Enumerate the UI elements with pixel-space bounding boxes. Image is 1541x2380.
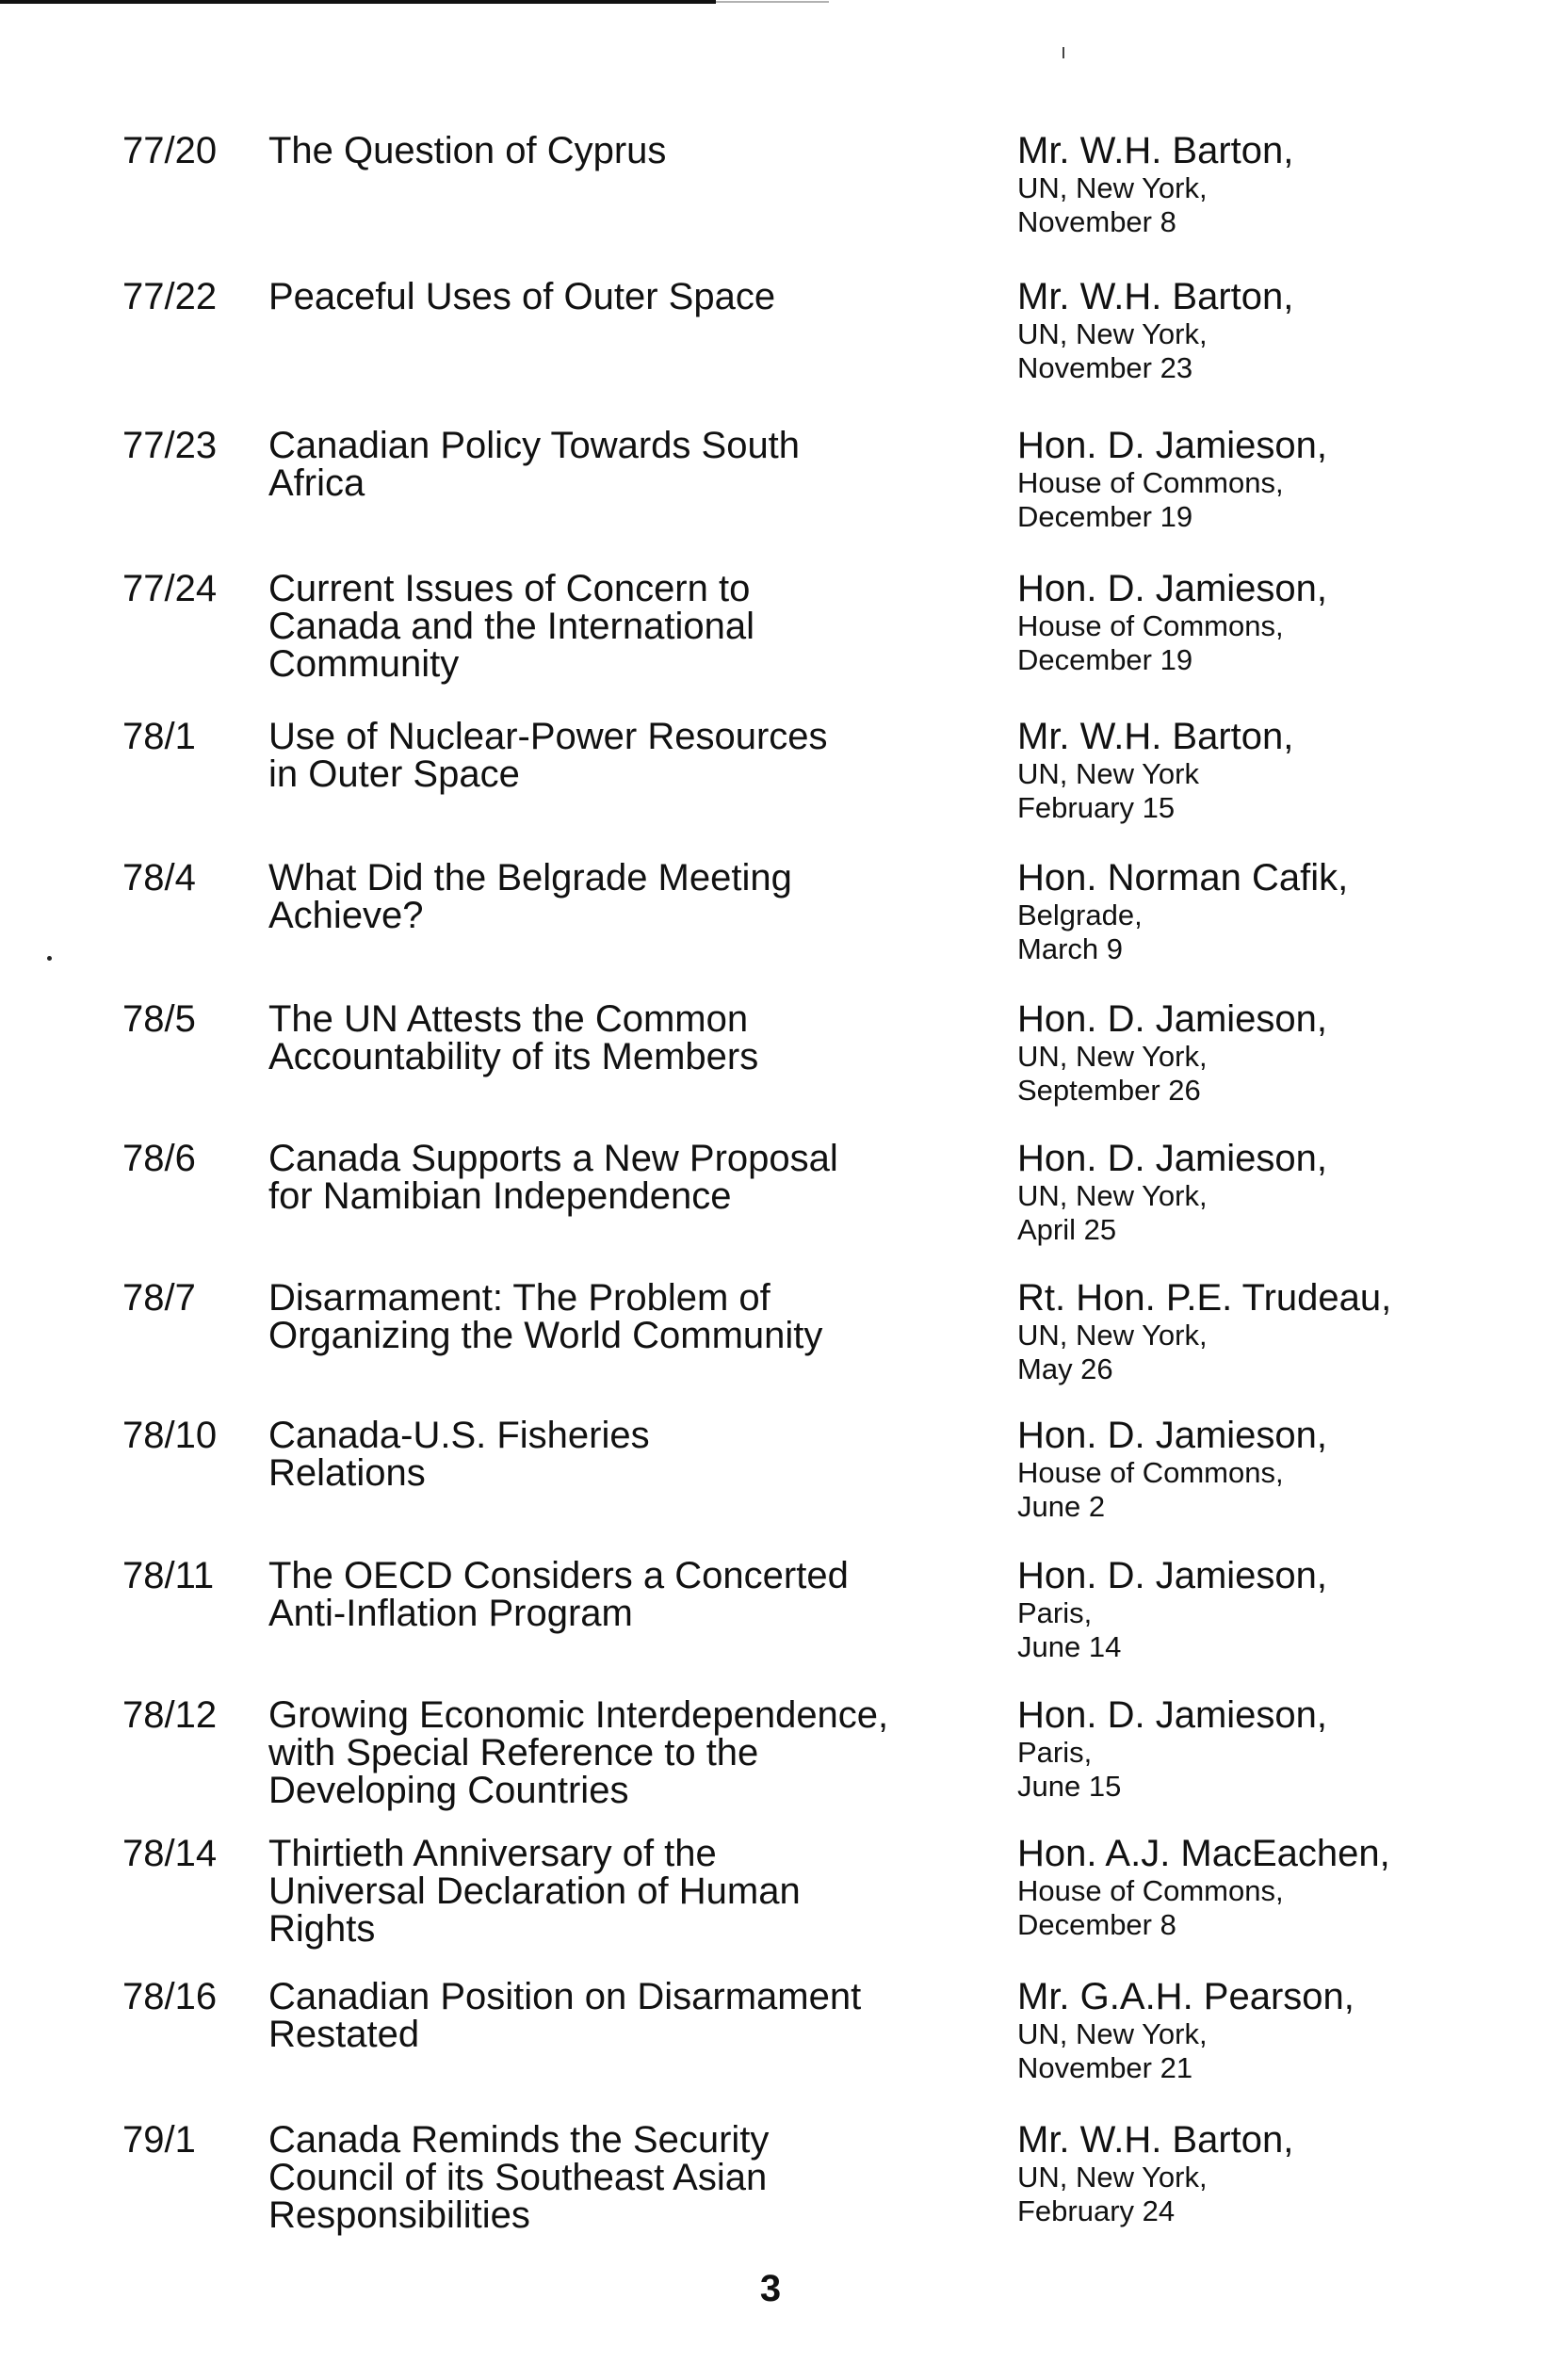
entry-title-line: The Question of Cyprus	[268, 130, 667, 171]
entry-place: Paris,	[1017, 1596, 1093, 1629]
entry-title-line: Africa	[268, 462, 365, 504]
entry-date: November 23	[1017, 351, 1193, 384]
entry-place: House of Commons,	[1017, 466, 1284, 499]
entry-title-line: Responsibilities	[268, 2194, 530, 2236]
entry-title	[268, 1417, 1022, 1492]
entry-place: UN, New York	[1017, 757, 1199, 790]
entry-title-line: Relations	[268, 1452, 426, 1494]
entry-place: Belgrade,	[1017, 899, 1143, 931]
entry-number: 77/20	[122, 130, 218, 171]
entry-title	[268, 718, 1022, 793]
entry-speaker: Hon. D. Jamieson,	[1017, 425, 1328, 466]
entry-title-line: Anti-Inflation Program	[268, 1593, 633, 1634]
entry-number: 78/14	[122, 1833, 218, 1874]
entry-title	[268, 1000, 1022, 1076]
entry-place: UN, New York,	[1017, 2017, 1208, 2050]
entry-title-line: The UN Attests the Common	[268, 998, 749, 1040]
entry-title	[268, 278, 1022, 316]
entry-date: November 21	[1017, 2051, 1193, 2084]
entry-speaker: Hon. Norman Cafik,	[1017, 857, 1349, 899]
top-rule	[0, 0, 716, 4]
entry-title-line: Canada Reminds the Security	[268, 2119, 770, 2161]
entry-number: 78/10	[122, 1415, 218, 1456]
margin-dot	[47, 956, 52, 961]
entry-title-line: with Special Reference to the	[268, 1732, 759, 1773]
entry-number: 77/24	[122, 568, 218, 609]
entry-date: December 19	[1017, 500, 1193, 533]
entry-number: 78/11	[122, 1555, 215, 1596]
entry-date: December 19	[1017, 643, 1193, 676]
entry-title	[268, 1978, 1022, 2053]
entry-number: 78/6	[122, 1138, 196, 1179]
entry-number: 78/12	[122, 1694, 218, 1736]
entry-place: UN, New York,	[1017, 1319, 1208, 1352]
entry-title-line: The OECD Considers a Concerted	[268, 1555, 849, 1596]
entry-title-line: Canadian Position on Disarmament	[268, 1976, 862, 2017]
entry-date: May 26	[1017, 1352, 1113, 1385]
entry-place: Paris,	[1017, 1736, 1093, 1769]
entry-title-line: Canada-U.S. Fisheries	[268, 1415, 650, 1456]
entry-speaker: Mr. W.H. Barton,	[1017, 716, 1294, 757]
entry-title-line: Use of Nuclear-Power Resources	[268, 716, 828, 757]
entry-title	[268, 1835, 1022, 1948]
entry-title-line: Canadian Policy Towards South	[268, 425, 801, 466]
entry-speaker: Hon. D. Jamieson,	[1017, 998, 1328, 1040]
top-rule-faint	[716, 1, 829, 3]
entry-title-line: Growing Economic Interdependence,	[268, 1694, 889, 1736]
entry-number: 78/1	[122, 716, 196, 757]
entry-title-line: What Did the Belgrade Meeting	[268, 857, 792, 899]
entry-date: June 14	[1017, 1630, 1122, 1663]
entry-speaker: Hon. D. Jamieson,	[1017, 1415, 1328, 1456]
entry-title-line: Canada Supports a New Proposal	[268, 1138, 838, 1179]
entry-speaker: Mr. G.A.H. Pearson,	[1017, 1976, 1354, 2017]
entry-title	[268, 859, 1022, 934]
entry-title-line: Restated	[268, 2014, 420, 2055]
entry-title-line: Community	[268, 643, 460, 685]
entry-title	[268, 1696, 1022, 1809]
entry-title	[268, 2121, 1022, 2234]
entry-date: June 15	[1017, 1770, 1122, 1803]
entry-date: March 9	[1017, 932, 1123, 965]
entry-date: April 25	[1017, 1213, 1117, 1246]
entry-title-line: Peaceful Uses of Outer Space	[268, 276, 776, 317]
entry-title-line: Disarmament: The Problem of	[268, 1277, 770, 1319]
entry-title-line: Universal Declaration of Human	[268, 1870, 801, 1912]
page-number: 3	[759, 2268, 782, 2309]
entry-date: November 8	[1017, 205, 1176, 238]
entry-place: UN, New York,	[1017, 1179, 1208, 1212]
entry-place: UN, New York,	[1017, 2161, 1208, 2194]
entry-title-line: Accountability of its Members	[268, 1036, 759, 1077]
entry-title	[268, 1557, 1022, 1632]
entry-speaker: Hon. D. Jamieson,	[1017, 1555, 1328, 1596]
entry-speaker: Hon. D. Jamieson,	[1017, 1694, 1328, 1736]
entry-place: House of Commons,	[1017, 609, 1284, 642]
entry-place: UN, New York,	[1017, 171, 1208, 204]
entry-place: House of Commons,	[1017, 1456, 1284, 1489]
entry-title-line: Rights	[268, 1908, 376, 1950]
entry-date: February 24	[1017, 2194, 1176, 2227]
entry-speaker: Mr. W.H. Barton,	[1017, 276, 1294, 317]
entry-number: 77/23	[122, 425, 218, 466]
entry-number: 78/16	[122, 1976, 218, 2017]
entry-title-line: for Namibian Independence	[268, 1175, 732, 1217]
scan-mark	[1062, 47, 1064, 58]
entry-title-line: Achieve?	[268, 895, 424, 936]
entry-place: UN, New York,	[1017, 317, 1208, 350]
entry-title-line: in Outer Space	[268, 753, 520, 795]
entry-date: December 8	[1017, 1908, 1176, 1941]
entry-number: 79/1	[122, 2119, 196, 2161]
entry-title-line: Current Issues of Concern to	[268, 568, 751, 609]
entry-speaker: Rt. Hon. P.E. Trudeau,	[1017, 1277, 1392, 1319]
entry-date: February 15	[1017, 791, 1176, 824]
entry-speaker: Hon. A.J. MacEachen,	[1017, 1833, 1390, 1874]
entry-title-line: Organizing the World Community	[268, 1315, 823, 1356]
entry-title-line: Canada and the International	[268, 606, 754, 647]
entry-title	[268, 1279, 1022, 1354]
entry-number: 78/4	[122, 857, 196, 899]
entry-speaker: Mr. W.H. Barton,	[1017, 2119, 1294, 2161]
entry-speaker: Mr. W.H. Barton,	[1017, 130, 1294, 171]
entry-place: UN, New York,	[1017, 1040, 1208, 1073]
entry-date: September 26	[1017, 1074, 1201, 1107]
entry-place: House of Commons,	[1017, 1874, 1284, 1907]
entry-number: 77/22	[122, 276, 218, 317]
entry-title	[268, 132, 1022, 170]
entry-title-line: Developing Countries	[268, 1770, 629, 1811]
entry-date: June 2	[1017, 1490, 1106, 1523]
entry-speaker: Hon. D. Jamieson,	[1017, 1138, 1328, 1179]
entry-title	[268, 427, 1022, 502]
entry-number: 78/5	[122, 998, 196, 1040]
entry-title	[268, 1140, 1022, 1215]
entry-title-line: Thirtieth Anniversary of the	[268, 1833, 717, 1874]
entry-title	[268, 570, 1022, 683]
entry-title-line: Council of its Southeast Asian	[268, 2157, 768, 2198]
entry-number: 78/7	[122, 1277, 196, 1319]
entry-speaker: Hon. D. Jamieson,	[1017, 568, 1328, 609]
